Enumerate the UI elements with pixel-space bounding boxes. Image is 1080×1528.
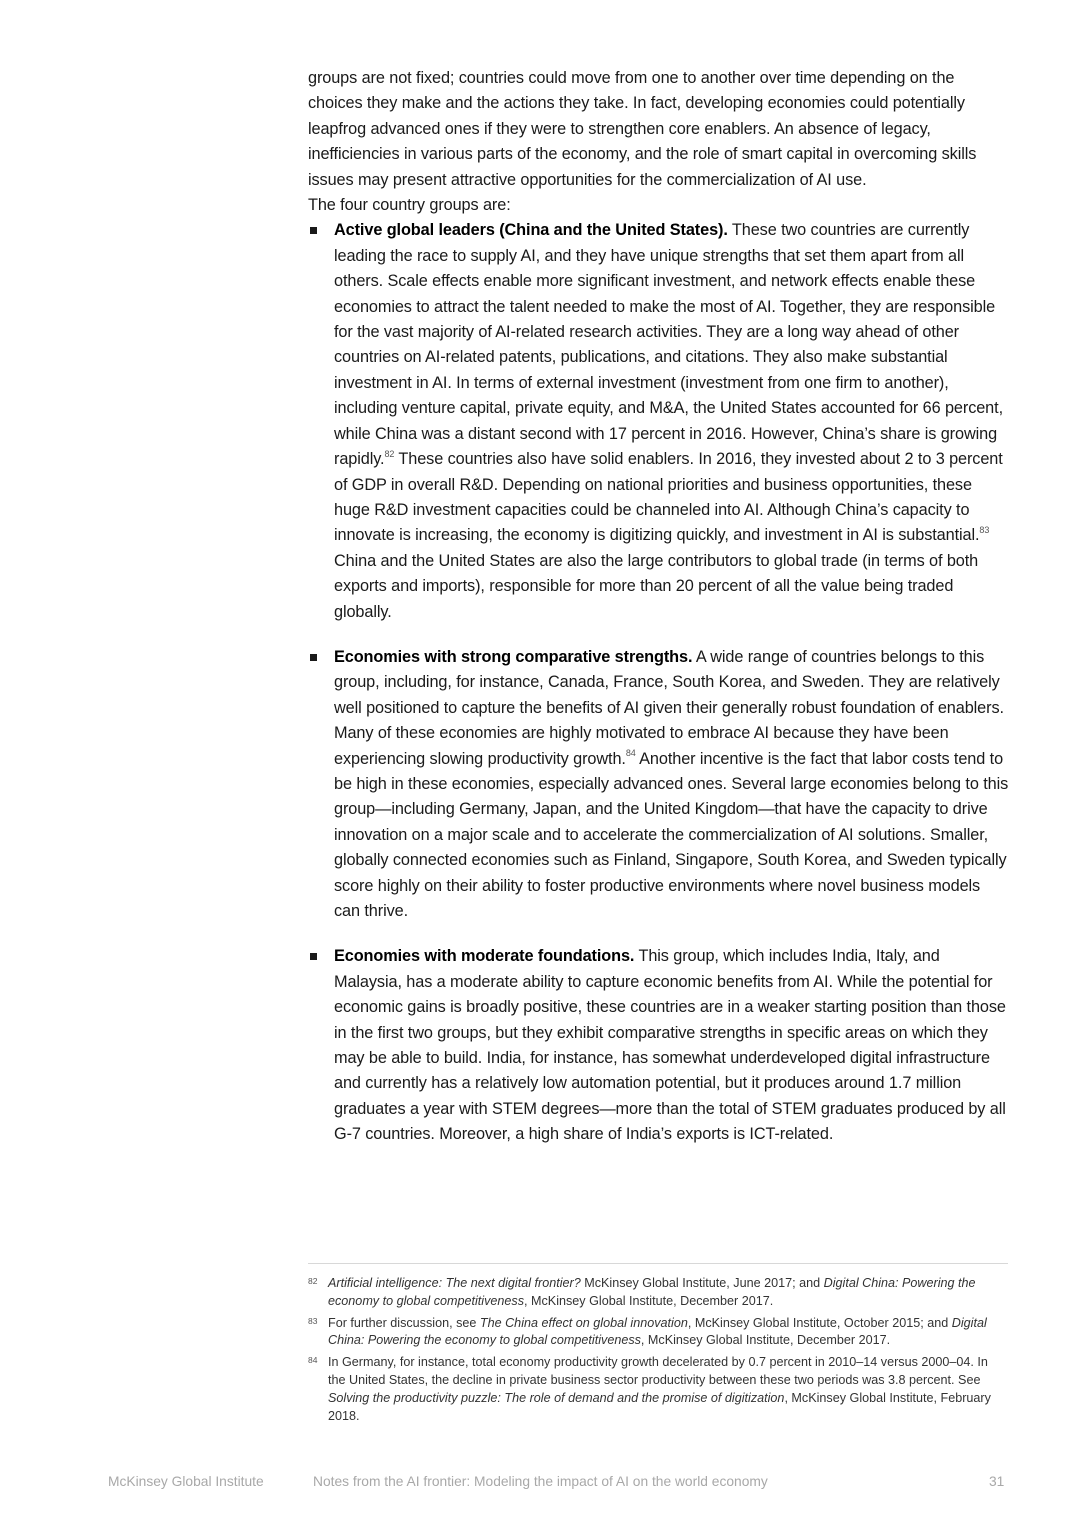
footnote-82 <box>308 1275 998 1311</box>
bullet-title: Economies with strong comparative strengths. <box>334 647 693 666</box>
lead-in-paragraph: The four country groups are: <box>308 196 511 215</box>
footnote-text: , McKinsey Global Institute, October 2015; and <box>687 1315 952 1330</box>
list-item-active-global-leaders <box>308 218 1010 625</box>
footnote-text: , McKinsey Global Institute, December 2017. <box>524 1293 774 1308</box>
footnote-ref[interactable]: 84 <box>625 748 636 759</box>
footer-report-title: Notes from the AI frontier: Modeling the impact of AI on the world economy <box>313 1474 768 1489</box>
bullet-text: China and the United States are also the large contributors to global trade (in terms of both exports and imports), responsible for more than 20 percent of all the value being traded globally. <box>334 551 979 621</box>
list-item-moderate-foundations <box>308 944 1010 1147</box>
square-bullet-icon <box>310 654 317 661</box>
bullet-text: This group, which includes India, Italy, and Malaysia, has a moderate ability to capture economic benefits from AI. While the potential for economic gains is broadly positive, these countries are in a weaker starting position than those in the first two groups, but they exhibit comparative strengths in specific areas on which they may be able to build. India, for instance, has somewhat underdeveloped digital infrastructure and currently has a relatively low automation potential, but it produces around 1.7 million graduates a year with STEM degrees—more than the total of STEM graduates produced by all G-7 countries. Moreover, a high share of India’s exports is ICT-related. <box>334 947 1006 1144</box>
bullet-title: Active global leaders (China and the United States). <box>334 221 728 240</box>
footnote-citation: Digital China: Powering the economy to global competitiveness <box>328 1315 987 1348</box>
footnote-text: For further discussion, see <box>328 1315 480 1330</box>
footnote-divider <box>308 1263 1008 1264</box>
bullet-text: These two countries are currently leading the race to supply AI, and they have unique strengths that set them apart from all others. Scale effects enable more significant investment, and network effects enable these economies to attract the talent needed to make the most of AI. Together, they are responsible for the vast majority of AI-related research activities. They are a long way ahead of other countries on AI-related patents, publications, and citations. They also make substantial investment in AI. In terms of external investment (investment from one firm to another), including venture capital, private equity, and M&A, the United States accounted for 66 percent, while China was a distant second with 17 percent in 2016. However, China’s share is growing rapidly. <box>334 221 1003 469</box>
intro-paragraph: groups are not fixed; countries could move from one to another over time depending on the choices they make and the actions they take. In fact, developing economies could potentially leapfrog advanced ones if they were to strengthen core enablers. An absence of legacy, inefficiencies in various parts of the economy, and the role of smart capital in overcoming skills issues may present attractive opportunities for the commercialization of AI use. <box>308 69 977 189</box>
square-bullet-icon <box>310 227 317 234</box>
footnote-text: In Germany, for instance, total economy productivity growth decelerated by 0.7 percent in 2010–14 versus 2000–04. In the United States, the decline in private business sector productivity between these two periods was 3.8 percent. See <box>328 1355 988 1387</box>
footer-publisher: McKinsey Global Institute <box>108 1474 264 1489</box>
footnote-text: McKinsey Global Institute, June 2017; and <box>580 1276 824 1290</box>
footnote-number: 83 <box>308 1315 318 1326</box>
footnote-number: 82 <box>308 1276 318 1286</box>
footnotes <box>308 1275 998 1429</box>
footnote-citation: Solving the productivity puzzle: The role of demand and the promise of digitization <box>328 1390 785 1405</box>
footnote-text: , McKinsey Global Institute, February 2018. <box>328 1390 991 1423</box>
footnote-citation: Digital China: Powering the economy to global competitiveness <box>328 1276 976 1308</box>
footnote-84 <box>308 1354 998 1425</box>
footnote-number: 84 <box>308 1355 318 1366</box>
page-number: 31 <box>989 1474 1005 1489</box>
country-groups-list <box>308 218 1010 1147</box>
main-content <box>308 66 1010 1148</box>
footnote-83 <box>308 1315 998 1351</box>
square-bullet-icon <box>310 953 317 960</box>
bullet-text: A wide range of countries belongs to this group, including, for instance, Canada, France, South Korea, and Sweden. They are relatively well positioned to capture the benefits of AI given their generally robust foundation of enablers. Many of these economies are highly motivated to embrace AI because they have been experiencing slowing productivity growth. <box>334 647 1004 768</box>
list-item-strong-comparative-strengths <box>308 645 1010 924</box>
footnote-ref[interactable]: 83 <box>979 524 990 535</box>
footnote-citation: Artificial intelligence: The next digital frontier? <box>328 1276 581 1290</box>
bullet-text: These countries also have solid enablers. In 2016, they invested about 2 to 3 percent of GDP in overall R&D. Depending on national priorities and business opportunities, these huge R&D investment capacities could be channeled into AI. Although China’s capacity to innovate is increasing, the economy is digitizing quickly, and investment in AI is substantial. <box>334 450 1003 545</box>
bullet-title: Economies with moderate foundations. <box>334 947 635 966</box>
bullet-text: Another incentive is the fact that labor costs tend to be high in these economies, especially advanced ones. Several large economies belong to this group—including Germany, Japan, and the United Kingdom—that have the capacity to drive innovation on a major scale and to accelerate the commercialization of AI solutions. Smaller, globally connected economies such as Finland, Singapore, South Korea, and Sweden typically score highly on their ability to foster productive environments where novel business models can thrive. <box>334 749 1009 920</box>
footnote-citation: The China effect on global innovation <box>479 1315 688 1330</box>
footnote-ref[interactable]: 82 <box>384 448 395 459</box>
footnote-text: , McKinsey Global Institute, December 2017. <box>640 1333 891 1348</box>
